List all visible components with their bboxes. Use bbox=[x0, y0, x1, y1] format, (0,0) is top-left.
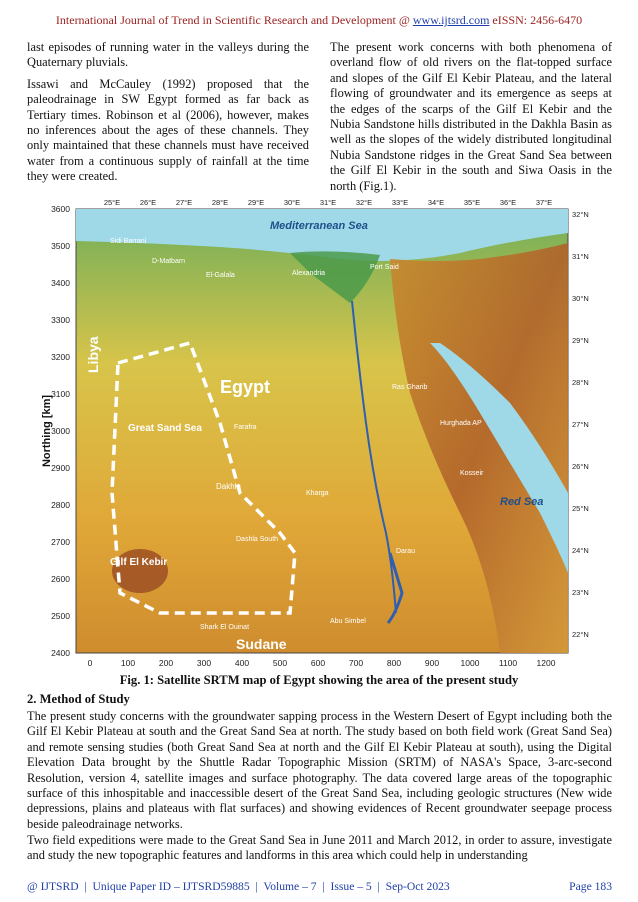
lon-label-34: 34°E bbox=[427, 198, 445, 207]
lat-label-32: 32°N bbox=[572, 210, 589, 219]
x-tick-600: 600 bbox=[310, 658, 326, 668]
lon-label-37: 37°E bbox=[535, 198, 553, 207]
label-hurghada: Hurghada AP bbox=[440, 420, 482, 427]
header-suffix: eISSN: 2456-6470 bbox=[489, 13, 583, 27]
y-tick-2800: 2800 bbox=[51, 500, 70, 510]
x-tick-200: 200 bbox=[158, 658, 174, 668]
lon-label-35: 35°E bbox=[463, 198, 481, 207]
label-kharga: Kharga bbox=[306, 490, 329, 497]
lat-label-30: 30°N bbox=[572, 294, 589, 303]
label-red-sea: Red Sea bbox=[500, 496, 544, 508]
footer-paper-info: @ IJTSRD | Unique Paper ID – IJTSRD59885 | Volume – 7 | Issue – 5 | Sep-Oct 2023 bbox=[27, 880, 450, 893]
lon-label-31: 31°E bbox=[319, 198, 337, 207]
srtm-map-figure bbox=[40, 193, 606, 671]
left-paragraph-2: Issawi and McCauley (1992) proposed that the paleodrainage in SW Egypt formed as far back as Tertiary times. Robinson et al (2006), however, makes no inferences about the ages of these channels. They only maintained that these channels must have received water from a continuous supply of rainfall at the time they were created. bbox=[27, 76, 309, 184]
lat-label-26: 26°N bbox=[572, 462, 589, 471]
x-tick-900: 900 bbox=[424, 658, 440, 668]
label-sudane: Sudane bbox=[236, 636, 287, 652]
x-tick-700: 700 bbox=[348, 658, 364, 668]
header-prefix: International Journal of Trend in Scientific Research and Development @ bbox=[55, 13, 413, 27]
y-tick-3500: 3500 bbox=[51, 241, 70, 251]
y-tick-2500: 2500 bbox=[51, 611, 70, 621]
x-tick-1000: 1000 bbox=[460, 658, 480, 668]
label-farafra: Farafra bbox=[234, 424, 257, 431]
x-tick-0: 0 bbox=[87, 658, 93, 668]
lat-label-28: 28°N bbox=[572, 378, 589, 387]
left-column bbox=[27, 40, 309, 191]
label-kosseir: Kosseir bbox=[460, 470, 484, 477]
y-tick-3200: 3200 bbox=[51, 352, 70, 362]
lon-label-27: 27°E bbox=[175, 198, 193, 207]
y-tick-3600: 3600 bbox=[51, 204, 70, 214]
page-number: Page 183 bbox=[569, 880, 612, 893]
figure-caption: Fig. 1: Satellite SRTM map of Egypt showing the area of the present study bbox=[119, 673, 519, 687]
lat-label-29: 29°N bbox=[572, 336, 589, 345]
y-tick-3300: 3300 bbox=[51, 315, 70, 325]
lat-label-24: 24°N bbox=[572, 546, 589, 555]
y-tick-2400: 2400 bbox=[51, 648, 70, 658]
lon-label-25: 25°E bbox=[103, 198, 121, 207]
lat-label-27: 27°N bbox=[572, 420, 589, 429]
lon-label-26: 26°E bbox=[139, 198, 157, 207]
journal-header bbox=[0, 13, 638, 28]
label-darau: Darau bbox=[396, 548, 416, 555]
y-tick-3100: 3100 bbox=[51, 389, 70, 399]
method-paragraph-2: Two field expeditions were made to the Great Sand Sea in June 2011 and March 2012, in order to assure, investigate and study the new topographic features and landforms in this area which could help in understanding bbox=[27, 833, 612, 863]
x-tick-300: 300 bbox=[196, 658, 212, 668]
lon-label-28: 28°E bbox=[211, 198, 229, 207]
x-tick-500: 500 bbox=[272, 658, 288, 668]
y-tick-2700: 2700 bbox=[51, 537, 70, 547]
label-gilf-el-kebir: Gilf El Kebir bbox=[110, 557, 168, 568]
x-tick-800: 800 bbox=[386, 658, 402, 668]
label-egypt: Egypt bbox=[220, 377, 271, 397]
label-ras-gharib: Ras Gharib bbox=[392, 384, 428, 391]
label-abu-simbel: Abu Simbel bbox=[330, 618, 366, 625]
y-tick-3400: 3400 bbox=[51, 278, 70, 288]
lat-label-23: 23°N bbox=[572, 588, 589, 597]
label-alexandria: Alexandria bbox=[292, 270, 326, 277]
y-tick-2900: 2900 bbox=[51, 463, 70, 473]
left-paragraph-1: last episodes of running water in the valleys during the Quaternary pluvials. bbox=[27, 40, 309, 70]
x-tick-1100: 1100 bbox=[498, 658, 518, 668]
lat-label-25: 25°N bbox=[572, 504, 589, 513]
lon-label-30: 30°E bbox=[283, 198, 301, 207]
journal-website-link[interactable]: www.ijtsrd.com bbox=[412, 13, 490, 27]
label-dashla-south: Dashla South bbox=[236, 536, 279, 543]
y-axis-label: Northing [km] bbox=[41, 394, 53, 468]
x-tick-400: 400 bbox=[234, 658, 250, 668]
lat-label-31: 31°N bbox=[572, 252, 589, 261]
right-column bbox=[330, 40, 612, 200]
label-mediterranean-sea: Mediterranean Sea bbox=[270, 220, 368, 232]
y-tick-3000: 3000 bbox=[51, 426, 70, 436]
lon-label-33: 33°E bbox=[391, 198, 409, 207]
lon-label-29: 29°E bbox=[247, 198, 265, 207]
label-libya: Libya bbox=[85, 336, 101, 373]
label-dakhla: Dakhla bbox=[216, 482, 241, 491]
y-tick-2600: 2600 bbox=[51, 574, 70, 584]
label-d-matbarn: D-Matbarn bbox=[152, 258, 186, 265]
label-shark-el-ouinat: Shark El Ouinat bbox=[200, 624, 250, 631]
method-paragraph-1: The present study concerns with the groundwater sapping process in the Western Desert of Egypt including both the Gilf El Kebir Plateau at south and the Great Sand Sea at north. The study based on both field work (Great Sand Sea) and remote sensing studies (both Great Sand Sea at north and the Gilf El Kebir Plateau at south), using the Digital Elevation Data brought by the Shuttle Radar Topographic Mission (SRTM) of NASA's Space, 3-arc-second Resolution, version 4, satellite images and surface photography. The data covered large areas of the topographic surface of this inhospitable and inaccessible desert of the Great Sand Sea, including geologic structures (New wide depressions, plains and plateaus with flat surfaces) and showing evidences of Recent groundwater seepage process beside paleodrainage networks. bbox=[27, 709, 612, 831]
x-tick-100: 100 bbox=[120, 658, 136, 668]
label-el-galala: El-Galala bbox=[206, 272, 235, 279]
lon-label-36: 36°E bbox=[499, 198, 517, 207]
label-sidi-barrani: Sidi Barrani bbox=[110, 238, 147, 245]
section-heading: 2. Method of Study bbox=[27, 692, 130, 706]
lon-label-32: 32°E bbox=[355, 198, 373, 207]
right-paragraph-1: The present work concerns with both phenomena of overland flow of old rivers on the flat-topped surface and slopes of the Gilf El Kebir Plateau, and the lateral flowing of groundwater and its emergence as seeps at the edges of the scarps of the Gilf El Kebir and the Nubia Sandstone hills distributed in the Dakhla Basin as well as the slopes of the widely distributed longitudinal Nubia Sandstone ridges in the Great Sand Sea between the Gilf El Kebir in the south and Siwa Oasis in the north (Fig.1). bbox=[330, 40, 612, 193]
label-port-said: Port Said bbox=[370, 264, 399, 271]
x-tick-1200: 1200 bbox=[536, 658, 556, 668]
lat-label-22: 22°N bbox=[572, 630, 589, 639]
label-great-sand-sea: Great Sand Sea bbox=[128, 423, 202, 434]
page-footer bbox=[27, 880, 612, 893]
